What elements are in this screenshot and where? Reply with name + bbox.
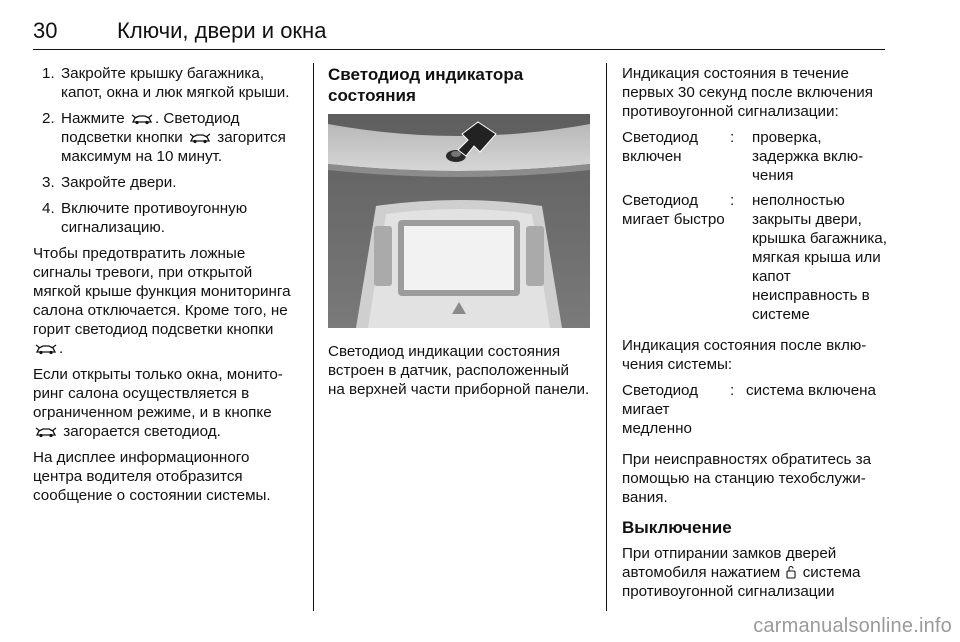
dashboard-figure [328, 114, 590, 328]
step-2: 2. Нажмите . Светодиод подсветки кнопки загорится максимум на 10 минут. [42, 110, 286, 165]
paragraph-unlock: При отпирании замков дверей автомобиля нажатием система противоугонной сигнализации [622, 545, 861, 600]
page-header [33, 18, 885, 52]
unlock-icon [786, 565, 796, 579]
paragraph-false-alarms: Чтобы предотвратить ложные сигналы тревоги, при открытой мягкой крыше функция мониторинга салона отключается. Кроме того, не горит светодиод подсветки кнопки . [33, 245, 291, 357]
status-intro: Индикация состояния в течение первых 30 секунд после включения противоугонной сигнализации: [622, 65, 873, 120]
step-3: 3. Закройте двери. [42, 174, 177, 191]
steps-list [33, 64, 299, 237]
column-2 [328, 64, 590, 406]
column-divider-2 [606, 63, 607, 611]
column-divider-1 [313, 63, 314, 611]
header-rule [33, 49, 885, 50]
paragraph-display-message: На дисплее информационного центра водителя отобразится сообщение о состоянии системы. [33, 449, 271, 504]
section-heading-led: Светодиод индикатора состояния [328, 65, 524, 105]
status-intro-after: Индикация состояния после включения системы: [622, 337, 867, 373]
car-lock-icon [131, 113, 153, 125]
paragraph-service: При неисправностях обратитесь за помощью на станцию техобслуживания. [622, 451, 872, 506]
dashboard-illustration [328, 114, 590, 328]
status-row: Светодиод включен : проверка, задержка включения [622, 129, 864, 184]
step-1: 1. Закройте крышку багажника, капот, окна и люк мягкой крыши. [42, 65, 290, 101]
car-lock-icon [189, 132, 211, 144]
page-number: 30 [33, 18, 58, 43]
watermark: carmanualsonline.info [753, 615, 952, 637]
figure-caption: Светодиод индикации состояния встроен в датчик, расположенный на верхней части приборной панели. [328, 343, 590, 398]
car-lock-icon [35, 343, 57, 355]
status-row: Светодиод мигает быстро : неполностью закрыты двери, крышка багажника, мягкая крыша или капот неисправность в системе [622, 192, 887, 323]
column-3 [622, 64, 888, 608]
page-title: Ключи, двери и окна [117, 18, 327, 43]
column-1 [33, 64, 299, 512]
paragraph-windows-open: Если открыты только окна, мониторинг салона осуществляется в ограниченном режиме, и в кнопке загорается светодиод. [33, 366, 283, 440]
section-heading-off: Выключение [622, 518, 732, 537]
status-row: Светодиод мигает медленно : система включена [622, 382, 877, 437]
car-lock-icon [35, 426, 57, 438]
step-4: 4. Включите противоугонную сигнализацию. [42, 200, 248, 236]
